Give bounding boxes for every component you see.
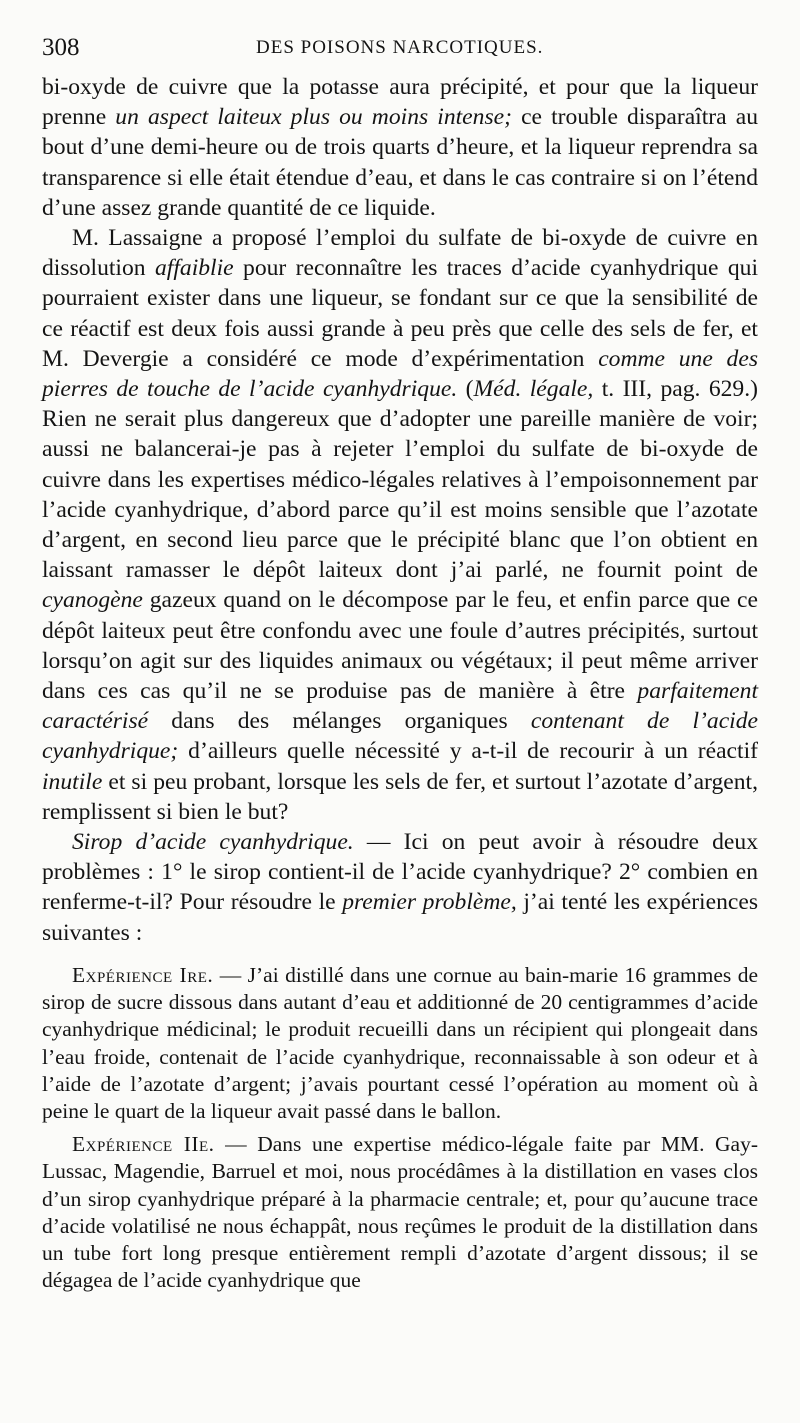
- paragraph-1: [42, 72, 758, 223]
- text-run: t. III, pag. 629.) Rien ne serait plus dangereux que d’adopter une pareille manière de voir; aussi ne balancerai-je pas à rejeter l’emploi du sulfate de bi-oxyde de cuivre dans les expertises médico-légales relatives à l’empoisonnement par l’acide cyanhydrique, d’abord parce qu’il est moins sensible que l’azotate d’argent, en second lieu parce que le précipité blanc que l’on obtient en laissant ramasser le dépôt laiteux dont j’ai parlé, ne fournit point de: [42, 376, 758, 584]
- italic-run: premier problème,: [342, 889, 517, 916]
- text-run: — Ici on peut avoir à résoudre deux problèmes : 1° le sirop contient-il de l’acide cyanhydrique? 2° combien en renferme-t-il? Pour résoudre le: [42, 829, 758, 916]
- italic-run: affaiblie: [154, 255, 234, 282]
- text-run: M. Lassaigne a proposé l’emploi du sulfate de bi-oxyde de cuivre en dissolution: [42, 225, 758, 282]
- paragraph-3: [42, 827, 758, 948]
- text-run: j’ai tenté les expériences suivantes :: [42, 889, 758, 946]
- text-run: dans des mélanges organiques: [148, 708, 531, 735]
- text-run: d’ailleurs quelle nécessité y a-t-il de recourir à un réactif: [178, 738, 758, 765]
- text-run: et si peu probant, lorsque les sels de fer, et surtout l’azotate d’argent, remplissent si bien le but?: [42, 768, 758, 825]
- text-run: — Dans une expertise médico-légale faite par MM. Gay-Lussac, Magendie, Barruel et moi, nous procédâmes à la distillation en vases clos d’un sirop cyanhydrique préparé à la pharmacie centrale; et, pour qu’aucune trace d’acide volatilisé ne nous échappât, nous reçûmes le produit de la distillation dans un tube fort long presque entièrement rempli d’azotate d’argent dissous; il se dégagea de l’acide cyanhydrique que: [42, 1132, 758, 1293]
- page-number: 308: [42, 34, 80, 61]
- experience-label: Expérience Ire.: [72, 962, 214, 987]
- italic-run: parfaitement caractérisé: [42, 678, 758, 735]
- text-run: gazeux quand on le décompose par le feu, et enfin parce que ce dépôt laiteux peut être confondu avec une foule d’autres précipités, surtout lorsqu’on agit sur des liquides animaux ou végétaux; il peut même arriver dans ces cas qu’il ne se produise pas de manière à être: [42, 587, 758, 705]
- italic-run: contenant de l’acide cyanhydrique;: [42, 708, 758, 765]
- text-run: ce trouble disparaîtra au bout d’une demi-heure ou de trois quarts d’heure, et la liqueur reprendra sa transparence si elle était étendue d’eau, et dans le cas contraire si on l’étend d’une assez grande quantité de ce liquide.: [42, 104, 758, 221]
- page-header: [42, 34, 758, 64]
- italic-run: Sirop d’acide cyanhydrique.: [72, 829, 354, 856]
- italic-run: un aspect laiteux plus ou moins intense;: [115, 104, 512, 131]
- italic-run: inutile: [42, 768, 103, 795]
- italic-run: comme une des pierres de touche de l’acide cyanhydrique.: [42, 345, 758, 403]
- page-body: [42, 72, 758, 1294]
- text-run: bi-oxyde de cuivre que la potasse aura précipité, et pour que la liqueur prenne: [42, 74, 758, 131]
- text-run: — J’ai distillé dans une cornue au bain-marie 16 grammes de sirop de sucre dissous dans autant d’eau et additionné de 20 centigrammes d’acide cyanhydrique médicinal; le produit recueilli dans un récipient qui plongeait dans l’eau froide, contenait de l’acide cyanhydrique, reconnaissable à son odeur et à l’aide de l’azotate d’argent; j’avais pourtant cessé l’opération au moment où à peine le quart de la liqueur avait passé dans le ballon.: [42, 962, 758, 1123]
- text-run: pour reconnaître les traces d’acide cyanhydrique qui pourraient exister dans une liqueur, se fondant sur ce que la sensibilité de ce réactif est deux fois aussi grande à peu près que celle des sels de fer, et M. Devergie a considéré ce mode d’expérimentation: [42, 255, 759, 372]
- paragraph-2: [42, 223, 758, 827]
- experience-2: [42, 1131, 758, 1294]
- italic-run: Méd. légale,: [473, 376, 594, 403]
- running-title: DES POISONS NARCOTIQUES.: [256, 37, 544, 58]
- text-run: (: [457, 376, 474, 403]
- experience-1: [42, 962, 758, 1125]
- italic-run: cyanogène: [42, 587, 143, 614]
- experience-label: Expérience IIe.: [72, 1132, 215, 1157]
